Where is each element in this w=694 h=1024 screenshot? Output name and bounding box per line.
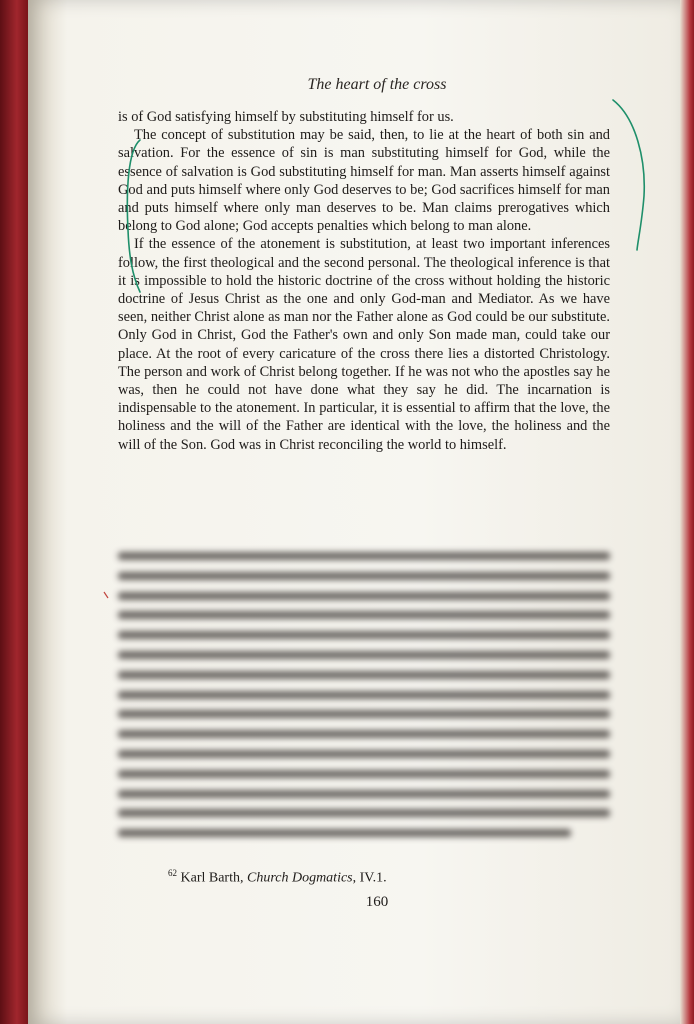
- paragraph-substitution: The concept of substitution may be said, then, to lie at the heart of both sin and salvation. For the essence of sin is man substituting himself for God, while the essence of salvation is God substituting himself for man. Man asserts himself against God and puts himself where only God deserves to be; God sacrifices himself for man and puts himself where only man deserves to be. Man claims prerogatives which belong to God alone; God accepts penalties which belong to man alone.: [118, 127, 610, 235]
- left-bracket-mark: [127, 140, 140, 292]
- footnote-number: 62: [168, 868, 177, 878]
- small-red-tick: [104, 592, 108, 598]
- footnote-ref: , IV.1.: [352, 870, 387, 886]
- paragraph-continued: is of God satisfying himself by substituting himself for us.: [118, 109, 454, 125]
- right-bracket-mark: [613, 100, 644, 250]
- footnote-title: Church Dogmatics: [246, 870, 353, 886]
- footnote-author: Karl Barth,: [180, 870, 244, 886]
- paragraph-inferences: If the essence of the atonement is substitution, at least two important inferences follow, the first theological and the second personal. The theological inference is that it is impossible to hold the historic doctrine of the cross without holding the historic doctrine of Jesus Christ as the one and only God-man and Mediator. As we have seen, neither Christ alone as man nor the Father alone as God could be our substitute. Only God in Christ, God the Father's own and only Son made man, could take our place. At the root of every caricature of the cross there lies a distorted Christology. The person and work of Christ belong together. If he was not who the apostles say he was, then he could not have done what they say he did. The incarnation is indispensable to the atonement. In particular, it is essential to affirm that the love, the holiness and the will of the Father are identical with the love, the holiness and the will of the Son. God was in Christ reconciling the world to himself.: [118, 236, 610, 453]
- running-head: The heart of the cross: [307, 76, 447, 93]
- page-number: 160: [365, 894, 389, 910]
